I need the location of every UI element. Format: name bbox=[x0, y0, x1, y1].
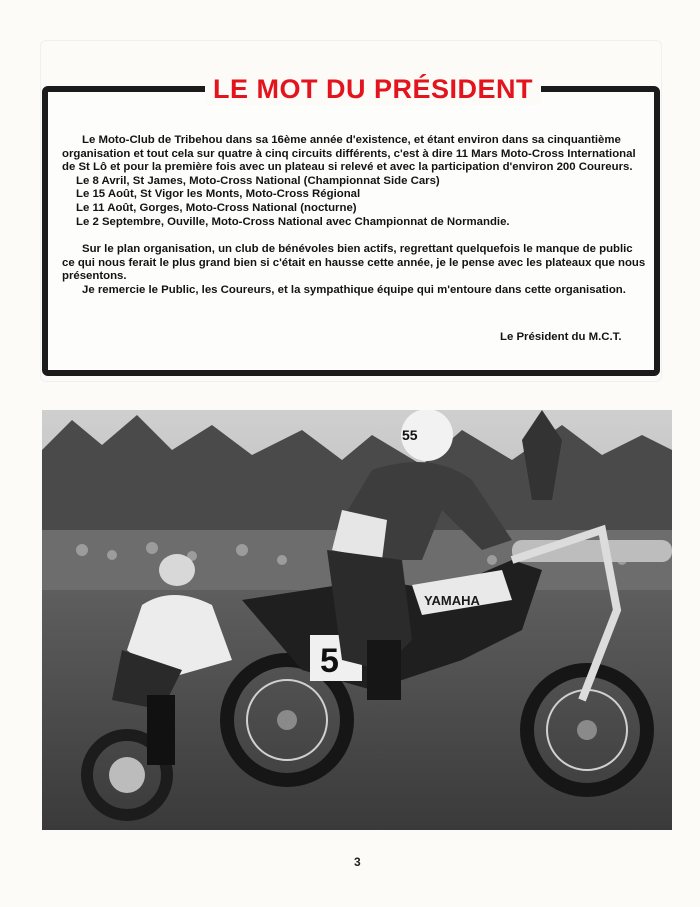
helmet-number: 55 bbox=[402, 427, 418, 443]
signature: Le Président du M.C.T. bbox=[500, 331, 622, 343]
bike-number-plate: 5 bbox=[320, 642, 339, 680]
paragraph-organisation: Sur le plan organisation, un club de bénévoles bien actifs, regrettant quelquefois le manque de public ce qui nous ferait le plus grand bien si c'était en hausse cette année, je le pense avec les plateaux que nous présentons. bbox=[62, 243, 646, 283]
motocross-photo bbox=[42, 410, 672, 830]
paragraph-intro: Le Moto-Club de Tribehou dans sa 16ème année d'existence, et étant environ dans sa cinquantième organisation et tout cela sur quatre à cinq circuits différents, c'est à dire 11 Mars Moto-Cross International de St Lô et pour la première fois avec un plateau si relevé et avec la participation d'environ 200 Coureurs. bbox=[62, 134, 636, 174]
bike-brand-label: YAMAHA bbox=[424, 593, 480, 608]
event-item: Le 2 Septembre, Ouville, Moto-Cross National avec Championnat de Normandie. bbox=[76, 215, 510, 228]
event-item: Le 8 Avril, St James, Moto-Cross National (Championnat Side Cars) bbox=[76, 174, 440, 187]
message-body bbox=[62, 134, 648, 298]
event-item: Le 15 Août, St Vigor les Monts, Moto-Cross Régional bbox=[76, 188, 361, 201]
photo-illustration bbox=[42, 410, 672, 830]
paragraph-thanks: Je remercie le Public, les Coureurs, et la sympathique équipe qui m'entoure dans cette organisation. bbox=[82, 283, 626, 296]
spacer bbox=[62, 229, 648, 243]
event-item: Le 11 Août, Gorges, Moto-Cross National (nocturne) bbox=[76, 201, 357, 214]
page-title: LE MOT DU PRÉSIDENT bbox=[205, 74, 541, 105]
page-number: 3 bbox=[354, 855, 361, 869]
